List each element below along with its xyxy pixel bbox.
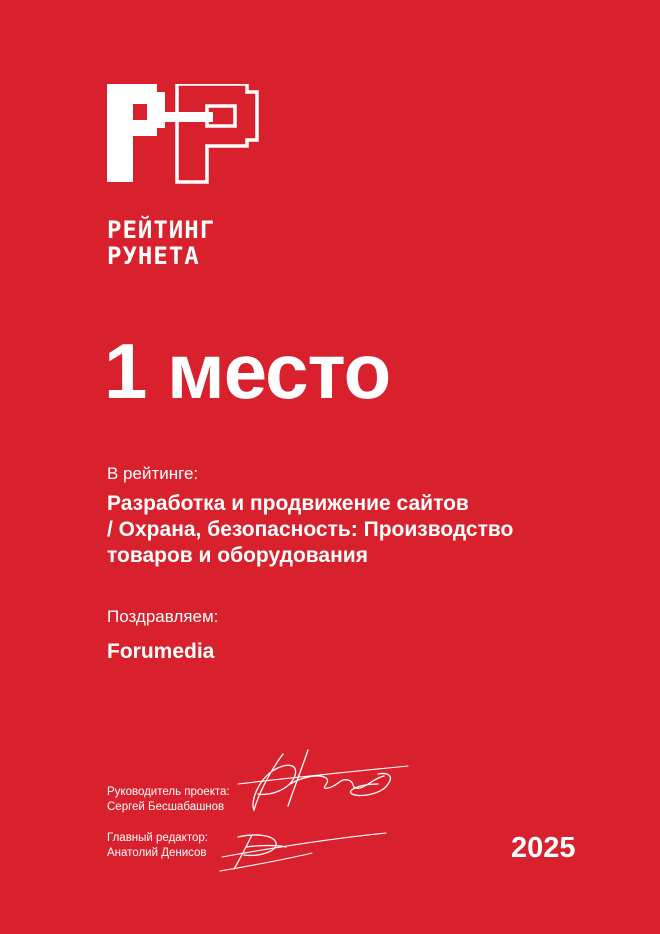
signatory-name: Анатолий Денисов xyxy=(107,847,207,859)
congrats-label: Поздравляем: xyxy=(107,607,219,626)
brand-name-line-1: РЕЙТИНГ xyxy=(107,216,216,244)
rating-title-line: товаров и оборудования xyxy=(107,544,368,567)
signatory-role: Руководитель проекта: xyxy=(107,786,230,798)
place-heading: 1 место xyxy=(104,327,391,415)
winner-name: Forumedia xyxy=(107,640,215,663)
signature-2-icon xyxy=(216,823,391,875)
rating-title-line: Разработка и продвижение сайтов xyxy=(107,492,469,515)
brand-name-line-2: РУНЕТА xyxy=(107,242,200,270)
rating-label: В рейтинге: xyxy=(107,464,199,483)
signatory-role: Главный редактор: xyxy=(107,832,208,844)
signatory-chief-editor xyxy=(107,831,208,861)
award-year: 2025 xyxy=(511,832,576,864)
rating-title-line: / Охрана, безопасность: Производство xyxy=(107,518,514,541)
rating-title xyxy=(107,491,607,569)
signatory-project-lead xyxy=(107,785,230,815)
rating-runeta-logo-icon xyxy=(107,84,263,184)
signatory-name: Сергей Бесшабашнов xyxy=(107,801,225,813)
signature-1-icon xyxy=(228,744,413,816)
